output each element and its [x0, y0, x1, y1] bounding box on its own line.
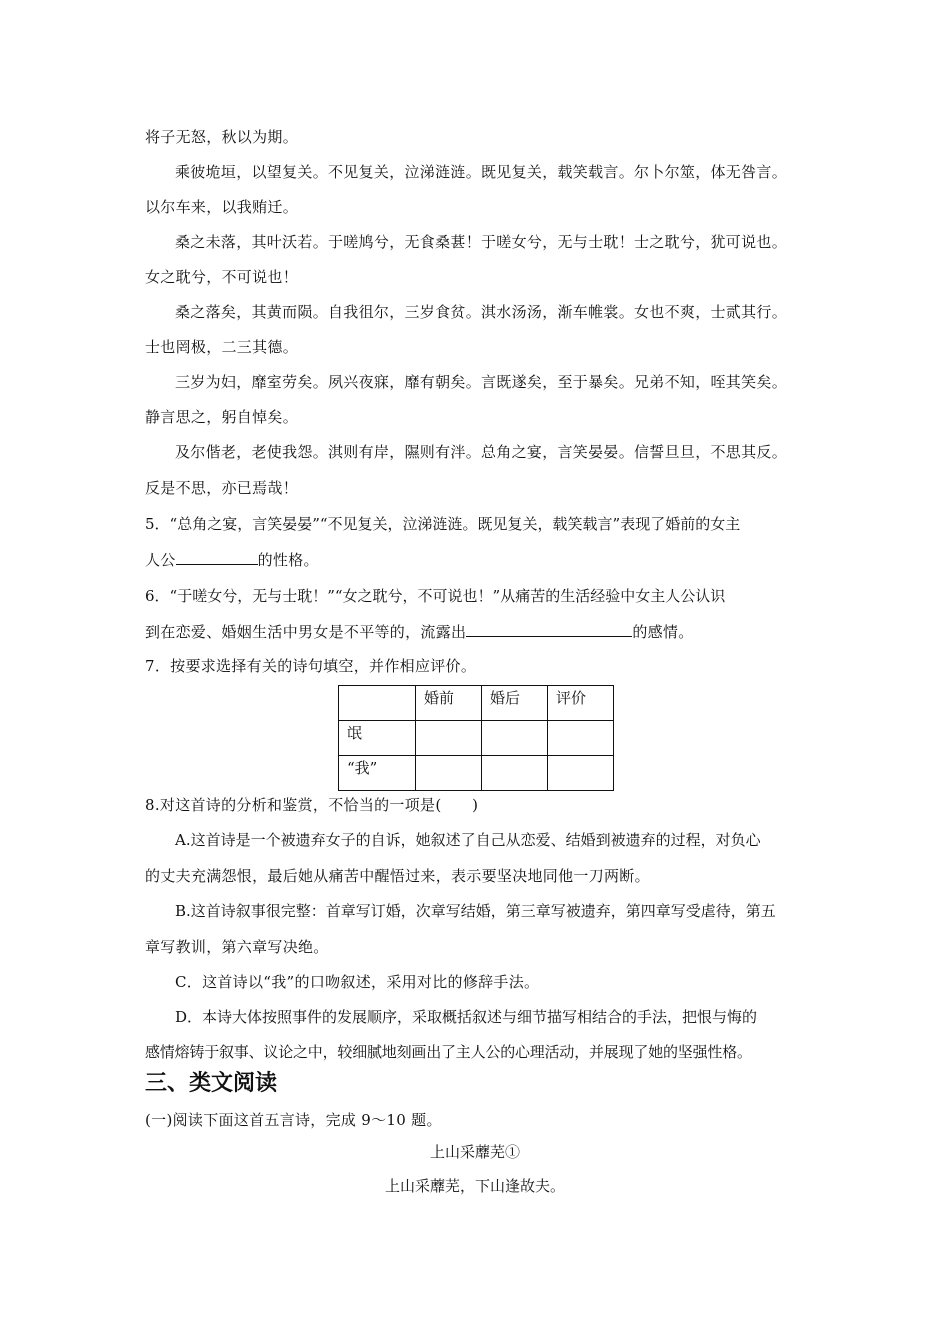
option-b-cont: 章写教训，第六章写决绝。 [145, 938, 329, 956]
table-row-label: “我” [339, 756, 416, 791]
poem-line: 及尔偕老，老使我怨。淇则有岸，隰则有泮。总角之宴，言笑晏晏。信誓旦旦，不思其反。 [175, 443, 788, 461]
table-row [339, 721, 614, 756]
question-5-line2 [145, 550, 319, 570]
table-cell[interactable] [482, 721, 548, 756]
question-6-text-post: 的感情。 [632, 623, 694, 641]
table-cell[interactable] [548, 721, 614, 756]
question-6-line2 [145, 622, 694, 642]
question-5-text-pre: 人公 [145, 551, 176, 569]
question-6-stem: 6．“于嗟女兮，无与士耽！”“女之耽兮，不可说也！”从痛苦的生活经验中女主人公认识 [145, 587, 726, 605]
table-header-cell [339, 686, 416, 721]
poem-line: 以尔车来，以我贿迁。 [145, 198, 299, 216]
option-a: A.这首诗是一个被遗弃女子的自诉，她叙述了自己从恋爱、结婚到被遗弃的过程，对负心 [175, 831, 761, 849]
poem-line: 桑之未落，其叶沃若。于嗟鸠兮，无食桑葚！于嗟女兮，无与士耽！士之耽兮，犹可说也。 [175, 233, 788, 251]
option-b: B.这首诗叙事很完整：首章写订婚，次章写结婚，第三章写被遗弃，第四章写受虐待，第五 [175, 902, 776, 920]
question-5-stem: 5．“总角之宴，言笑晏晏”“不见复关，泣涕涟涟。既见复关，载笑载言”表现了婚前的女主 [145, 515, 741, 533]
poem-line: 反是不思，亦已焉哉！ [145, 479, 299, 497]
answer-blank-5[interactable] [176, 550, 258, 565]
poem-line: 乘彼垝垣，以望复关。不见复关，泣涕涟涟。既见复关，载笑载言。尔卜尔筮，体无咎言。 [175, 163, 788, 181]
table-cell[interactable] [416, 721, 482, 756]
option-d-cont: 感情熔铸于叙事、议论之中，较细腻地刻画出了主人公的心理活动，并展现了她的坚强性格。 [145, 1043, 752, 1061]
question-5-text-post: 的性格。 [257, 551, 319, 569]
answer-blank-6[interactable] [466, 622, 632, 637]
table-row [339, 756, 614, 791]
poem-line: 女之耽兮，不可说也！ [145, 268, 299, 286]
section-heading: 三、类文阅读 [145, 1071, 278, 1096]
poem-line: 三岁为妇，靡室劳矣。夙兴夜寐，靡有朝矣。言既遂矣，至于暴矣。兄弟不知，咥其笑矣。 [175, 373, 788, 391]
section-intro: (一)阅读下面这首五言诗，完成 9～10 题。 [145, 1111, 442, 1129]
table-header-cell: 婚前 [416, 686, 482, 721]
option-c: C．这首诗以“我”的口吻叙述，采用对比的修辞手法。 [175, 973, 540, 991]
table-header-row [339, 686, 614, 721]
answer-table [338, 685, 614, 791]
poem-title: 上山采蘼芜① [429, 1143, 520, 1161]
poem-line: 桑之落矣，其黄而陨。自我徂尔，三岁食贫。淇水汤汤，渐车帷裳。女也不爽，士贰其行。 [175, 303, 788, 321]
table-header-cell: 评价 [548, 686, 614, 721]
table-cell[interactable] [482, 756, 548, 791]
table-cell[interactable] [548, 756, 614, 791]
table-cell[interactable] [416, 756, 482, 791]
poem-line: 上山采蘼芜，下山逢故夫。 [384, 1177, 565, 1195]
poem-line: 将子无怒，秋以为期。 [145, 128, 299, 146]
option-d: D．本诗大体按照事件的发展顺序，采取概括叙述与细节描写相结合的手法，把恨与悔的 [175, 1008, 758, 1026]
table-row-label: 氓 [339, 721, 416, 756]
question-8-stem: 8.对这首诗的分析和鉴赏，不恰当的一项是( ) [145, 796, 479, 814]
question-6-text-pre: 到在恋爱、婚姻生活中男女是不平等的，流露出 [145, 623, 467, 641]
poem-line: 士也罔极，二三其德。 [145, 338, 299, 356]
poem-line: 静言思之，躬自悼矣。 [145, 408, 299, 426]
table-header-cell: 婚后 [482, 686, 548, 721]
option-a-cont: 的丈夫充满怨恨，最后她从痛苦中醒悟过来，表示要坚决地同他一刀两断。 [145, 867, 650, 885]
question-7-stem: 7．按要求选择有关的诗句填空，并作相应评价。 [145, 657, 477, 675]
